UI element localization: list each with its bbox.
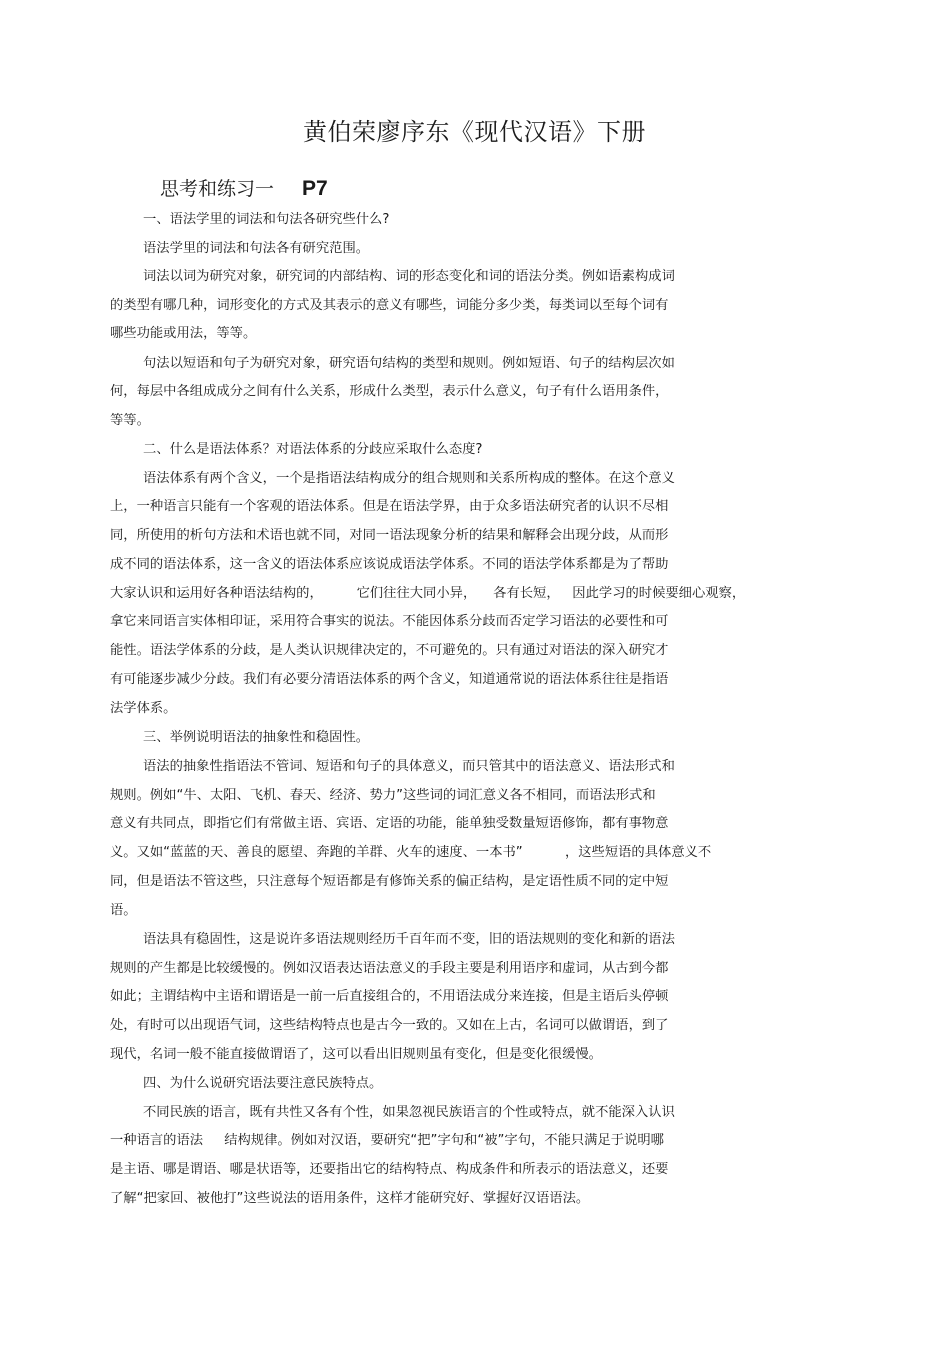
paragraph-line: 语法体系有两个含义，一个是指语法结构成分的组合规则和关系所构成的整体。在这个意义 <box>143 471 675 486</box>
document-title: 黄伯荣廖序东《现代汉语》下册 <box>303 118 646 146</box>
paragraph-line: 句法以短语和句子为研究对象，研究语句结构的类型和规则。例如短语、句子的结构层次如 <box>143 356 675 371</box>
paragraph-line: 如此；主谓结构中主语和谓语是一前一后直接组合的，不用语法成分来连接，但是主语后头停顿 <box>110 989 669 1004</box>
paragraph-line: 一种语言的语法 结构规律。例如对汉语，要研究“把”字句和“被”字句，不能只满足于说明哪 <box>110 1133 664 1148</box>
paragraph-line: 何，每层中各组成成分之间有什么关系，形成什么类型，表示什么意义，句子有什么语用条件， <box>110 384 669 399</box>
paragraph-line: 了解“把家回、被他打”这些说法的语用条件，这样才能研究好、掌握好汉语语法。 <box>110 1191 590 1206</box>
paragraph-line: 大家认识和运用好各种语法结构的， 它们往往大同小异， 各有长短， 因此学习的时候要细心观察， <box>110 586 746 601</box>
paragraph-line: 同，但是语法不管这些，只注意每个短语都是有修饰关系的偏正结构，是定语性质不同的定中短 <box>110 874 669 889</box>
paragraph-line: 语。 <box>110 903 137 918</box>
paragraph-line: 哪些功能或用法，等等。 <box>110 326 257 341</box>
paragraph-line: 处，有时可以出现语气词，这些结构特点也是古今一致的。又如在上古，名词可以做谓语，到了 <box>110 1018 669 1033</box>
paragraph-line: 法学体系。 <box>110 701 177 716</box>
paragraph-line: 能性。语法学体系的分歧，是人类认识规律决定的，不可避免的。只有通过对语法的深入研究才 <box>110 643 669 658</box>
paragraph-line: 不同民族的语言，既有共性又各有个性，如果忽视民族语言的个性或特点，就不能深入认识 <box>143 1105 675 1120</box>
paragraph-line: 词法以词为研究对象，研究词的内部结构、词的形态变化和词的语法分类。例如语素构成词 <box>143 269 675 284</box>
paragraph-line: 语法学里的词法和句法各有研究范围。 <box>143 241 370 256</box>
paragraph-line: 规则。例如“牛、太阳、飞机、春天、经济、势力”这些词的词汇意义各不相同，而语法形式和 <box>110 788 656 803</box>
paragraph-line: 义。又如“蓝蓝的天、善良的愿望、奔跑的羊群、火车的速度、一本书” ，这些短语的具体意义不 <box>110 845 712 860</box>
paragraph-line: 有可能逐步减少分歧。我们有必要分清语法体系的两个含义，知道通常说的语法体系往往是指语 <box>110 672 669 687</box>
paragraph-line: 意义有共同点，即指它们有常做主语、宾语、定语的功能，能单独受数量短语修饰，都有事物意 <box>110 816 669 831</box>
section-page-ref: P7 <box>302 177 328 200</box>
section-heading-text: 思考和练习一 <box>160 178 275 200</box>
question-heading-2: 二、什么是语法体系？对语法体系的分歧应采取什么态度? <box>143 442 483 457</box>
paragraph-line: 成不同的语法体系，这一含义的语法体系应该说成语法学体系。不同的语法学体系都是为了帮助 <box>110 557 669 572</box>
paragraph-line: 是主语、哪是谓语、哪是状语等，还要指出它的结构特点、构成条件和所表示的语法意义，还要 <box>110 1162 669 1177</box>
paragraph-line: 等等。 <box>110 413 150 428</box>
paragraph-line: 语法的抽象性指语法不管词、短语和句子的具体意义，而只管其中的语法意义、语法形式和 <box>143 759 675 774</box>
paragraph-line: 上，一种语言只能有一个客观的语法体系。但是在语法学界，由于众多语法研究者的认识不尽相 <box>110 499 669 514</box>
question-heading-3: 三、举例说明语法的抽象性和稳固性。 <box>143 730 370 745</box>
paragraph-line: 语法具有稳固性，这是说许多语法规则经历千百年而不变，旧的语法规则的变化和新的语法 <box>143 932 675 947</box>
paragraph-line: 同，所使用的析句方法和术语也就不同，对同一语法现象分析的结果和解释会出现分歧，从而形 <box>110 528 669 543</box>
question-heading-1: 一、语法学里的词法和句法各研究些什么? <box>143 212 390 227</box>
question-heading-4: 四、为什么说研究语法要注意民族特点。 <box>143 1076 383 1091</box>
section-heading <box>160 174 328 201</box>
paragraph-line: 拿它来同语言实体相印证，采用符合事实的说法。不能因体系分歧而否定学习语法的必要性和可 <box>110 614 669 629</box>
paragraph-line: 现代，名词一般不能直接做谓语了，这可以看出旧规则虽有变化，但是变化很缓慢。 <box>110 1047 602 1062</box>
paragraph-line: 的类型有哪几种，词形变化的方式及其表示的意义有哪些，词能分多少类，每类词以至每个词有 <box>110 298 669 313</box>
paragraph-line: 规则的产生都是比较缓慢的。例如汉语表达语法意义的手段主要是利用语序和虚词，从古到今都 <box>110 961 669 976</box>
